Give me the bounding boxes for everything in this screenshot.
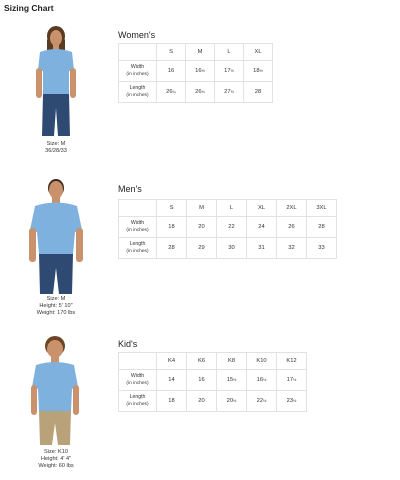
cell-value: 20: [226, 398, 234, 404]
cell-fraction: ½: [233, 398, 237, 403]
table-cell: [157, 82, 186, 103]
table-header-row: [119, 44, 273, 61]
kids-caption: [20, 449, 92, 471]
cell-fraction: ½: [230, 68, 234, 73]
size-header: XL: [244, 44, 273, 61]
size-header: S: [157, 44, 186, 61]
row-label-text: Width: [130, 220, 145, 226]
table-cell: 22: [217, 217, 247, 238]
cell-fraction: ¾: [201, 89, 205, 94]
table-row: [119, 61, 273, 82]
size-header: S: [157, 200, 187, 217]
cell-fraction: ½: [259, 68, 263, 73]
row-label-unit: (in inches): [126, 381, 149, 386]
kids-caption-height: Height: 4' 4": [40, 456, 72, 463]
row-label-unit: (in inches): [126, 402, 149, 407]
cell-value: 22: [256, 398, 264, 404]
cell-fraction: ½: [263, 398, 267, 403]
kids-title: Kid's: [118, 339, 138, 349]
mens-caption-size: Size: M: [46, 296, 66, 302]
row-label-unit: (in inches): [126, 72, 149, 77]
table-header-row: [119, 353, 307, 370]
row-label-unit: (in inches): [126, 93, 149, 98]
table-row: [119, 238, 337, 259]
cell-fraction: ½: [293, 398, 297, 403]
mens-caption-weight: Weight: 170 lbs: [36, 310, 76, 317]
womens-size-table: [118, 43, 273, 103]
row-label-text: Width: [130, 373, 145, 379]
table-cell: [187, 370, 217, 391]
cell-value: 18: [168, 398, 175, 404]
cell-value: 26: [195, 89, 202, 95]
mens-title: Men's: [118, 184, 142, 194]
cell-value: 26: [166, 89, 173, 95]
kids-caption-size: Size: K10: [44, 449, 68, 455]
cell-value: 17: [224, 68, 231, 74]
size-header: L: [215, 44, 244, 61]
cell-value: 23: [286, 398, 294, 404]
cell-fraction: ½: [263, 377, 267, 382]
table-corner: [119, 44, 157, 61]
cell-value: 16: [167, 68, 175, 74]
size-header: L: [217, 200, 247, 217]
row-label: [119, 61, 157, 82]
table-cell: 29: [187, 238, 217, 259]
size-header: K4: [157, 353, 187, 370]
womens-caption-size: Size: M: [46, 141, 66, 147]
table-row: [119, 217, 337, 238]
table-cell: [157, 391, 187, 412]
size-header: K12: [277, 353, 307, 370]
table-cell: 20: [187, 217, 217, 238]
cell-value: 28: [254, 89, 262, 95]
table-cell: 28: [307, 217, 337, 238]
table-cell: 28: [157, 238, 187, 259]
table-cell: [277, 391, 307, 412]
table-cell: 31: [247, 238, 277, 259]
size-header: 3XL: [307, 200, 337, 217]
table-cell: [187, 391, 217, 412]
table-cell: 30: [217, 238, 247, 259]
table-cell: 33: [307, 238, 337, 259]
row-label: [119, 370, 157, 391]
table-corner: [119, 353, 157, 370]
size-header: K10: [247, 353, 277, 370]
mens-size-table: [118, 199, 337, 259]
womens-model-photo: [30, 26, 82, 138]
mens-model-photo: [27, 178, 85, 296]
size-header: K8: [217, 353, 247, 370]
table-row: [119, 391, 307, 412]
cell-value: 20: [198, 398, 205, 404]
cell-fraction: ¼: [172, 89, 176, 94]
size-header: XL: [247, 200, 277, 217]
row-label-unit: (in inches): [126, 228, 149, 233]
table-cell: [277, 370, 307, 391]
row-label-text: Length: [129, 241, 146, 247]
cell-value: 27: [224, 89, 231, 95]
cell-value: 17: [286, 377, 294, 383]
mens-caption-height: Height: 5' 10": [39, 303, 73, 310]
table-corner: [119, 200, 157, 217]
table-cell: [186, 61, 215, 82]
cell-value: 16: [256, 377, 264, 383]
row-label-text: Length: [129, 85, 146, 91]
table-cell: [247, 370, 277, 391]
kids-caption-weight: Weight: 60 lbs: [38, 463, 74, 470]
table-cell: [247, 391, 277, 412]
row-label-unit: (in inches): [126, 249, 149, 254]
table-cell: 24: [247, 217, 277, 238]
cell-value: 16: [198, 377, 205, 383]
table-cell: 26: [277, 217, 307, 238]
cell-value: 18: [253, 68, 260, 74]
mens-caption: [20, 296, 92, 318]
kids-size-table: [118, 352, 307, 412]
cell-fraction: ½: [293, 377, 297, 382]
table-cell: [186, 82, 215, 103]
cell-value: 14: [168, 377, 175, 383]
cell-value: 15: [226, 377, 234, 383]
table-row: [119, 370, 307, 391]
table-cell: [215, 82, 244, 103]
table-cell: [244, 82, 273, 103]
table-cell: [244, 61, 273, 82]
table-cell: 18: [157, 217, 187, 238]
row-label: [119, 217, 157, 238]
table-cell: [215, 61, 244, 82]
womens-title: Women's: [118, 30, 156, 40]
cell-fraction: ½: [201, 68, 205, 73]
cell-fraction: ⅝: [230, 89, 234, 94]
size-header: M: [186, 44, 215, 61]
womens-caption: [20, 141, 92, 155]
row-label-text: Width: [130, 64, 145, 70]
table-cell: [217, 391, 247, 412]
womens-caption-measurements: 36/28/33: [45, 148, 67, 155]
size-header: M: [187, 200, 217, 217]
row-label: [119, 391, 157, 412]
table-cell: [157, 370, 187, 391]
cell-fraction: ½: [233, 377, 237, 382]
kids-model-photo: [30, 335, 80, 447]
table-cell: 32: [277, 238, 307, 259]
size-header: K6: [187, 353, 217, 370]
row-label: [119, 82, 157, 103]
table-cell: [157, 61, 186, 82]
size-header: 2XL: [277, 200, 307, 217]
table-header-row: [119, 200, 337, 217]
table-cell: [217, 370, 247, 391]
row-label-text: Length: [129, 394, 146, 400]
row-label: [119, 238, 157, 259]
page-title: Sizing Chart: [4, 3, 54, 13]
table-row: [119, 82, 273, 103]
cell-value: 16: [195, 68, 202, 74]
